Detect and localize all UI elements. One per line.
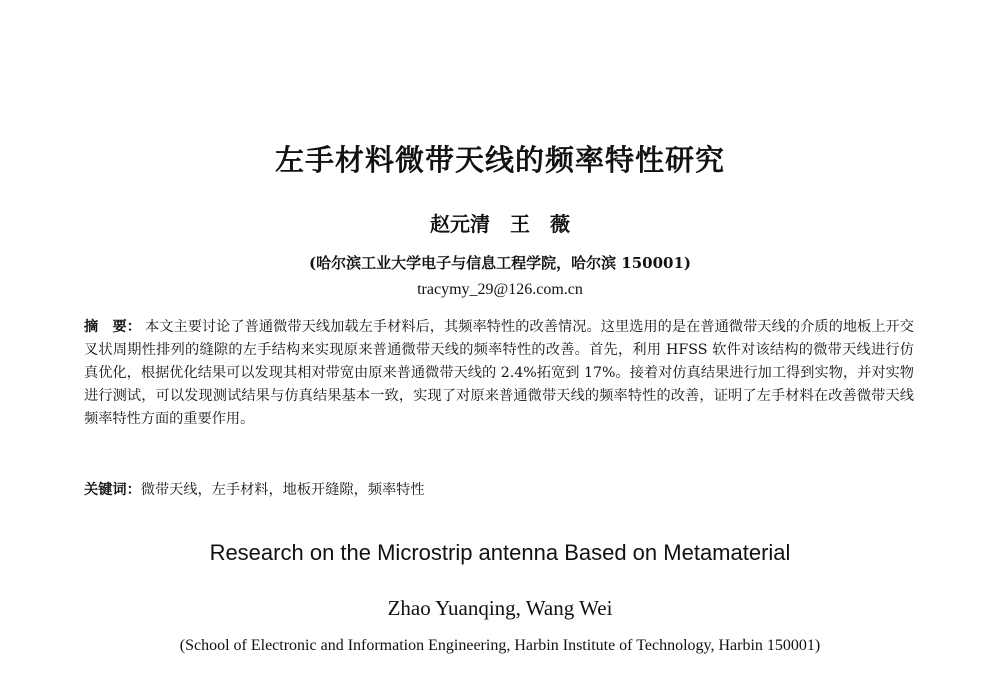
chinese-keywords <box>84 479 914 502</box>
chinese-title: 左手材料微带天线的频率特性研究 <box>274 143 725 177</box>
english-authors: Zhao Yuanqing, Wang Wei <box>387 596 613 620</box>
abstract-text: 本文主要讨论了普通微带天线加载左手材料后，其频率特性的改善情况。这里选用的是在普通微带天线的介质的地板上开交叉状周期性排列的缝隙的左手结构来实现原来普通微带天线的频率特性的改善。首先，利用 HFSS 软件对该结构的微带天线进行仿真优化，根据优化结果可以发现其相对带宽由原来普通微带天线的 2.4%拓宽到 17%。接着对仿真结果进行加工得到实物，并对实物进行测试，可以发现测试结果与仿真结果基本一致，实现了对原来普通微带天线的频率特性的改善，证明了左手材料在改善微带天线频率特性方面的重要作用。 <box>84 319 914 427</box>
abstract-label: 摘 要： <box>84 319 141 335</box>
author-email: tracymy_29@126.com.cn <box>417 281 583 298</box>
english-affiliation: (School of Electronic and Information Engineering, Harbin Institute of Technology, Harbin 150001) <box>179 637 821 654</box>
keywords-label: 关键词： <box>84 482 141 498</box>
chinese-authors: 赵元清 王 薇 <box>430 212 570 236</box>
english-title: Research on the Microstrip antenna Based on Metamaterial <box>209 540 791 565</box>
chinese-affiliation: (哈尔滨工业大学电子与信息工程学院，哈尔滨 150001) <box>308 254 692 272</box>
keywords-text: 微带天线，左手材料，地板开缝隙，频率特性 <box>140 482 425 498</box>
chinese-abstract <box>84 316 914 431</box>
